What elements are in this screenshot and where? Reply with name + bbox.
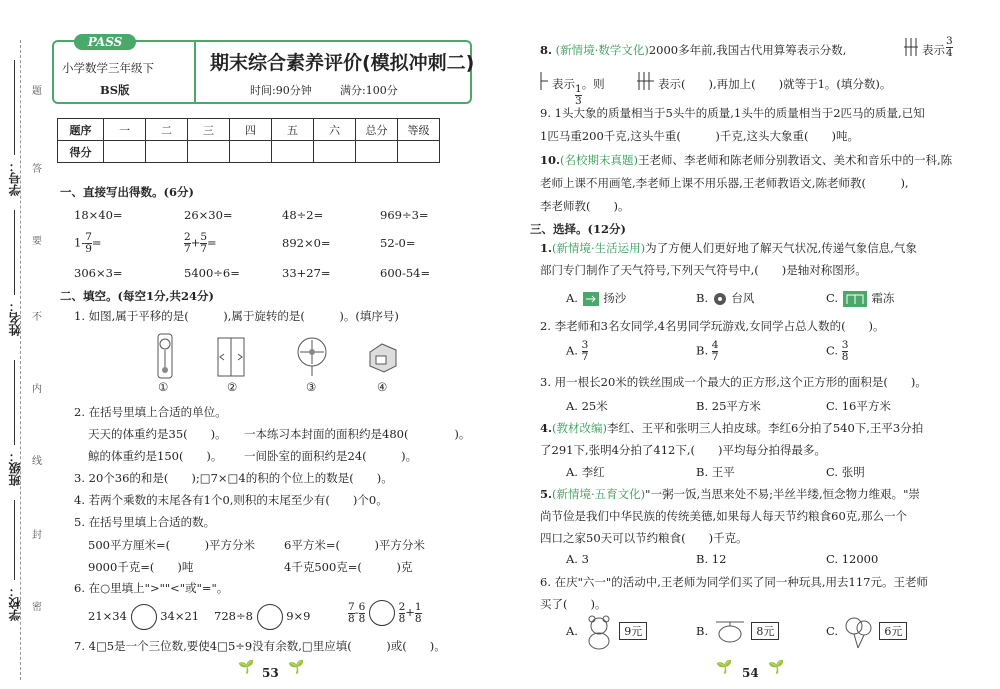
choice-1-line1: 1.(新情境·生活运用)为了方便人们更好地了解天气状况,传递气象信息,气象 bbox=[540, 241, 917, 255]
question-8-line1: 8. (新情境·数学文化)2000多年前,我国古代用算筹表示分数, bbox=[540, 43, 847, 57]
choice-option-a[interactable]: A. 3 bbox=[566, 552, 589, 566]
choice-5-line3: 四口之家50天可以节约粮食( )千克。 bbox=[540, 531, 748, 545]
compare-left: 728÷8 bbox=[214, 609, 253, 623]
teddy-bear-icon bbox=[582, 614, 616, 650]
compare-item bbox=[214, 604, 311, 630]
choice-2: 2. 李老师和3名女同学,4名男同学玩游戏,女同学占总人数的( )。 bbox=[540, 319, 885, 333]
choice-option-c[interactable]: C. 16平方米 bbox=[826, 399, 891, 413]
question-5c: 9000千克=( )吨 bbox=[88, 560, 194, 574]
fraction: $\frac{5}{7}$ bbox=[200, 231, 208, 255]
choice-option-c[interactable]: C. 6元 bbox=[826, 614, 907, 650]
question-2c: 鲸的体重约是150( )。 bbox=[88, 449, 223, 463]
side-char: 密 bbox=[32, 602, 42, 613]
toy-helicopter-icon bbox=[712, 614, 748, 650]
section1-title: 一、直接写出得数。(6分) bbox=[60, 185, 194, 199]
compare-right: 9×9 bbox=[286, 609, 311, 623]
compare-circle[interactable] bbox=[131, 604, 157, 630]
fraction: $\frac{2}{7}$ bbox=[184, 231, 191, 255]
fraction: $\frac{7}{8}$ bbox=[348, 600, 355, 625]
compare-left: 21×34 bbox=[88, 609, 127, 623]
question-5a: 500平方厘米=( )平方分米 bbox=[88, 538, 256, 552]
choice-option-c[interactable]: C. 12000 bbox=[826, 552, 879, 566]
score-input-cell[interactable] bbox=[398, 141, 440, 163]
fraction: $\frac{2}{8}$ bbox=[398, 600, 406, 625]
score-input-cell[interactable] bbox=[188, 141, 230, 163]
question-4: 4. 若两个乘数的末尾各有1个0,则积的末尾至少有( )个0。 bbox=[74, 493, 388, 507]
exam-title: 期末综合素养评价(模拟冲刺二) bbox=[210, 52, 475, 74]
choice-option-b[interactable]: B. 王平 bbox=[696, 465, 735, 479]
choice-option-c[interactable]: C. 张明 bbox=[826, 465, 865, 479]
leaf-icon: 🌱 bbox=[716, 660, 733, 675]
choice-option-a[interactable]: A. 25米 bbox=[566, 399, 608, 413]
q8-line2: 表示 $\frac{1}{3}$ 。则 bbox=[552, 77, 605, 107]
question-7: 7. 4□5是一个三位数,要使4□5÷9没有余数,□里应填( )或( )。 bbox=[74, 639, 446, 653]
counting-rods-icon bbox=[538, 70, 550, 92]
figure-number: ① bbox=[158, 380, 169, 394]
question-tag: (新情境·生活运用) bbox=[552, 241, 646, 255]
calc-item: 33+27= bbox=[282, 266, 331, 280]
student-id-label: 学号： bbox=[8, 160, 22, 196]
choice-option-c[interactable]: C. 霜冻 bbox=[826, 290, 894, 308]
pendulum-clock-icon bbox=[150, 332, 180, 380]
leaf-icon: 🌱 bbox=[238, 660, 255, 675]
question-9-line1: 9. 1头大象的质量相当于5头牛的质量,1头牛的质量相当于2匹马的质量,已知 bbox=[540, 106, 925, 120]
balloon-icon bbox=[842, 614, 876, 650]
compare-circle[interactable] bbox=[257, 604, 283, 630]
table-cell: 得分 bbox=[58, 141, 104, 163]
side-char: 线 bbox=[32, 456, 42, 467]
page-number-left: 53 bbox=[262, 666, 279, 680]
calc-text: 1- bbox=[74, 235, 86, 250]
compare-item-fraction: $\frac{7}{8}$ - $\frac{6}{8}$ $\frac{2}{8}$ + $\frac{1}{8}$ bbox=[348, 600, 422, 625]
score-input-cell[interactable] bbox=[230, 141, 272, 163]
compare-item bbox=[88, 604, 199, 630]
question-5d: 4千克500克=( )克 bbox=[284, 560, 413, 574]
calc-item: 48÷2= bbox=[282, 208, 324, 222]
price-tag: 8元 bbox=[751, 622, 779, 640]
choice-option-a[interactable]: A. $\frac{3}{7}$ bbox=[566, 339, 589, 363]
question-10-line1: 10.(名校期末真题)王老师、李老师和陈老师分别教语文、美术和音乐中的一科,陈 bbox=[540, 153, 953, 167]
time-label: 时间:90分钟 bbox=[250, 84, 312, 97]
side-char: 内 bbox=[32, 384, 42, 395]
question-text: 2000多年前,我国古代用算筹表示分数, bbox=[648, 43, 847, 57]
question-2a: 天天的体重约是35( )。 bbox=[88, 427, 227, 441]
side-char: 答 bbox=[32, 164, 42, 175]
table-cell: 三 bbox=[188, 119, 230, 141]
side-char: 不 bbox=[32, 312, 42, 323]
calc-item: 5400÷6= bbox=[184, 266, 240, 280]
counting-rods-icon bbox=[902, 36, 922, 58]
question-tag: (名校期末真题) bbox=[560, 153, 638, 167]
calc-item-fraction bbox=[184, 232, 217, 255]
calc-text: + bbox=[190, 235, 201, 250]
score-input-cell[interactable] bbox=[104, 141, 146, 163]
fraction: $\frac{6}{8}$ bbox=[358, 600, 366, 625]
typhoon-symbol-icon bbox=[712, 291, 728, 307]
question-2d: 一间卧室的面积约是24( )。 bbox=[244, 449, 418, 463]
q8-line2b: 表示( ),再加上( )就等于1。(填分数)。 bbox=[658, 77, 892, 91]
question-5: 5. 在括号里填上合适的数。 bbox=[74, 515, 216, 529]
side-char: 要 bbox=[32, 236, 42, 247]
header-divider bbox=[194, 42, 196, 102]
figure-number: ③ bbox=[306, 380, 317, 394]
question-3: 3. 20个36的和是( );□7×□4的积的个位上的数是( )。 bbox=[74, 471, 393, 485]
calc-item: 600-54= bbox=[380, 266, 431, 280]
table-cell: 等级 bbox=[398, 119, 440, 141]
fraction: $\frac{1}{8}$ bbox=[414, 600, 422, 625]
q8-fraction: $\frac{3}{4}$ bbox=[946, 35, 953, 59]
choice-1-line2: 部门专门制作了天气符号,下列天气符号中,( )是轴对称图形。 bbox=[540, 263, 867, 277]
binding-dashed-line bbox=[20, 40, 21, 680]
fraction: $\frac{7}{9}$ bbox=[85, 231, 92, 255]
class-line[interactable] bbox=[14, 360, 15, 445]
school-label: 学校： bbox=[8, 585, 22, 621]
side-char: 封 bbox=[32, 530, 42, 541]
compare-circle[interactable] bbox=[369, 600, 395, 626]
question-10-line2: 老师上课不用画笔,李老师上课不用乐器,王老师教语文,陈老师教( ), bbox=[540, 176, 909, 190]
frost-symbol-icon bbox=[842, 290, 868, 308]
section2-title: 二、填空。(每空1分,共24分) bbox=[60, 289, 214, 303]
question-6: 6. 在○里填上">""<"或"="。 bbox=[74, 581, 229, 595]
choice-option-b[interactable]: B. 8元 bbox=[696, 614, 779, 650]
score-table-header-row bbox=[58, 119, 440, 141]
choice-option-a[interactable]: A. 9元 bbox=[566, 614, 647, 650]
edition-label: BS版 bbox=[100, 83, 130, 97]
calc-item: 306×3= bbox=[74, 266, 123, 280]
question-5b: 6平方米=( )平方分米 bbox=[284, 538, 425, 552]
question-2: 2. 在括号里填上合适的单位。 bbox=[74, 405, 227, 419]
table-cell: 一 bbox=[104, 119, 146, 141]
question-tag: (新情境·五育文化) bbox=[552, 487, 646, 501]
choice-3: 3. 用一根长20米的铁丝围成一个最大的正方形,这个正方形的面积是( )。 bbox=[540, 375, 927, 389]
table-cell: 总分 bbox=[356, 119, 398, 141]
question-1: 1. 如图,属于平移的是( ),属于旋转的是( )。(填序号) bbox=[74, 309, 399, 323]
pass-logo: PASS bbox=[74, 34, 136, 50]
choice-5-line2: 尚节俭是我们中华民族的传统美德,如果每人每天节约粮食60克,那么一个 bbox=[540, 509, 907, 523]
score-input-cell[interactable] bbox=[356, 141, 398, 163]
question-9-line2: 1匹马重200千克,这头牛重( )千克,这头大象重( )吨。 bbox=[540, 129, 860, 143]
table-cell: 六 bbox=[314, 119, 356, 141]
choice-option-b[interactable]: B. $\frac{4}{7}$ bbox=[696, 339, 719, 363]
calc-item: 969÷3= bbox=[380, 208, 429, 222]
calc-text: = bbox=[91, 235, 102, 250]
choice-6-line1: 6. 在庆"六一"的活动中,王老师为同学们买了同一种玩具,用去117元。王老师 bbox=[540, 575, 928, 589]
calc-item-fraction bbox=[74, 232, 102, 255]
school-line[interactable] bbox=[14, 500, 15, 580]
drawer-box-icon bbox=[366, 340, 400, 374]
choice-option-b[interactable]: B. 12 bbox=[696, 552, 727, 566]
score-table bbox=[57, 118, 440, 163]
leaf-icon: 🌱 bbox=[288, 660, 305, 675]
choice-option-a[interactable]: A. 扬沙 bbox=[566, 291, 627, 305]
calc-item: 26×30= bbox=[184, 208, 233, 222]
question-2b: 一本练习本封面的面积约是480( )。 bbox=[244, 427, 471, 441]
question-10-line3: 李老师教( )。 bbox=[540, 199, 630, 213]
page-number-right: 54 bbox=[742, 666, 759, 680]
elevator-door-icon bbox=[214, 334, 248, 378]
compare-right: 34×21 bbox=[160, 609, 200, 623]
choice-option-b[interactable]: B. 25平方米 bbox=[696, 399, 761, 413]
fan-icon bbox=[294, 334, 330, 378]
grade-label: 小学数学三年级下 bbox=[62, 61, 154, 75]
exam-header bbox=[52, 35, 475, 104]
calc-item: 52-0= bbox=[380, 236, 416, 250]
leaf-icon: 🌱 bbox=[768, 660, 785, 675]
choice-4-line2: 了291下,张明4分拍了412下,( )平均每分拍得最多。 bbox=[540, 443, 826, 457]
full-score-label: 满分:100分 bbox=[340, 84, 398, 97]
choice-5-line1: 5.(新情境·五育文化)"一粥一饭,当思来处不易;半丝半缕,恒念物力维艰。"崇 bbox=[540, 487, 920, 501]
table-cell: 四 bbox=[230, 119, 272, 141]
calc-item: 18×40= bbox=[74, 208, 123, 222]
question-tag: (新情境·数学文化) bbox=[555, 43, 649, 57]
question-tag: (教材改编) bbox=[552, 421, 607, 435]
figure-number: ④ bbox=[377, 380, 388, 394]
score-input-cell[interactable] bbox=[314, 141, 356, 163]
price-tag: 9元 bbox=[619, 622, 647, 640]
choice-4-line1: 4.(教材改编)李红、王平和张明三人拍皮球。李红6分拍了540下,王平3分拍 bbox=[540, 421, 924, 435]
score-table-score-row bbox=[58, 141, 440, 163]
name-label: 姓名： bbox=[8, 300, 22, 336]
q8-show-text: 表示 bbox=[922, 43, 945, 57]
score-input-cell[interactable] bbox=[272, 141, 314, 163]
side-char: 题 bbox=[32, 86, 42, 97]
choice-option-a[interactable]: A. 李红 bbox=[566, 465, 605, 479]
table-cell: 五 bbox=[272, 119, 314, 141]
figure-number: ② bbox=[227, 380, 238, 394]
choice-option-c[interactable]: C. $\frac{3}{8}$ bbox=[826, 339, 849, 363]
price-tag: 6元 bbox=[879, 622, 907, 640]
counting-rods-icon bbox=[636, 70, 658, 92]
calc-text: = bbox=[207, 235, 217, 250]
calc-item: 892×0= bbox=[282, 236, 331, 250]
section3-title: 三、选择。(12分) bbox=[530, 222, 626, 236]
table-cell: 二 bbox=[146, 119, 188, 141]
choice-6-line2: 买了( )。 bbox=[540, 597, 607, 611]
class-label: 班级： bbox=[8, 450, 22, 486]
sandstorm-symbol-icon bbox=[582, 291, 600, 307]
name-line[interactable] bbox=[14, 210, 15, 295]
score-input-cell[interactable] bbox=[146, 141, 188, 163]
student-id-line[interactable] bbox=[14, 60, 15, 155]
table-cell: 题序 bbox=[58, 119, 104, 141]
choice-option-b[interactable]: B. 台风 bbox=[696, 291, 755, 305]
